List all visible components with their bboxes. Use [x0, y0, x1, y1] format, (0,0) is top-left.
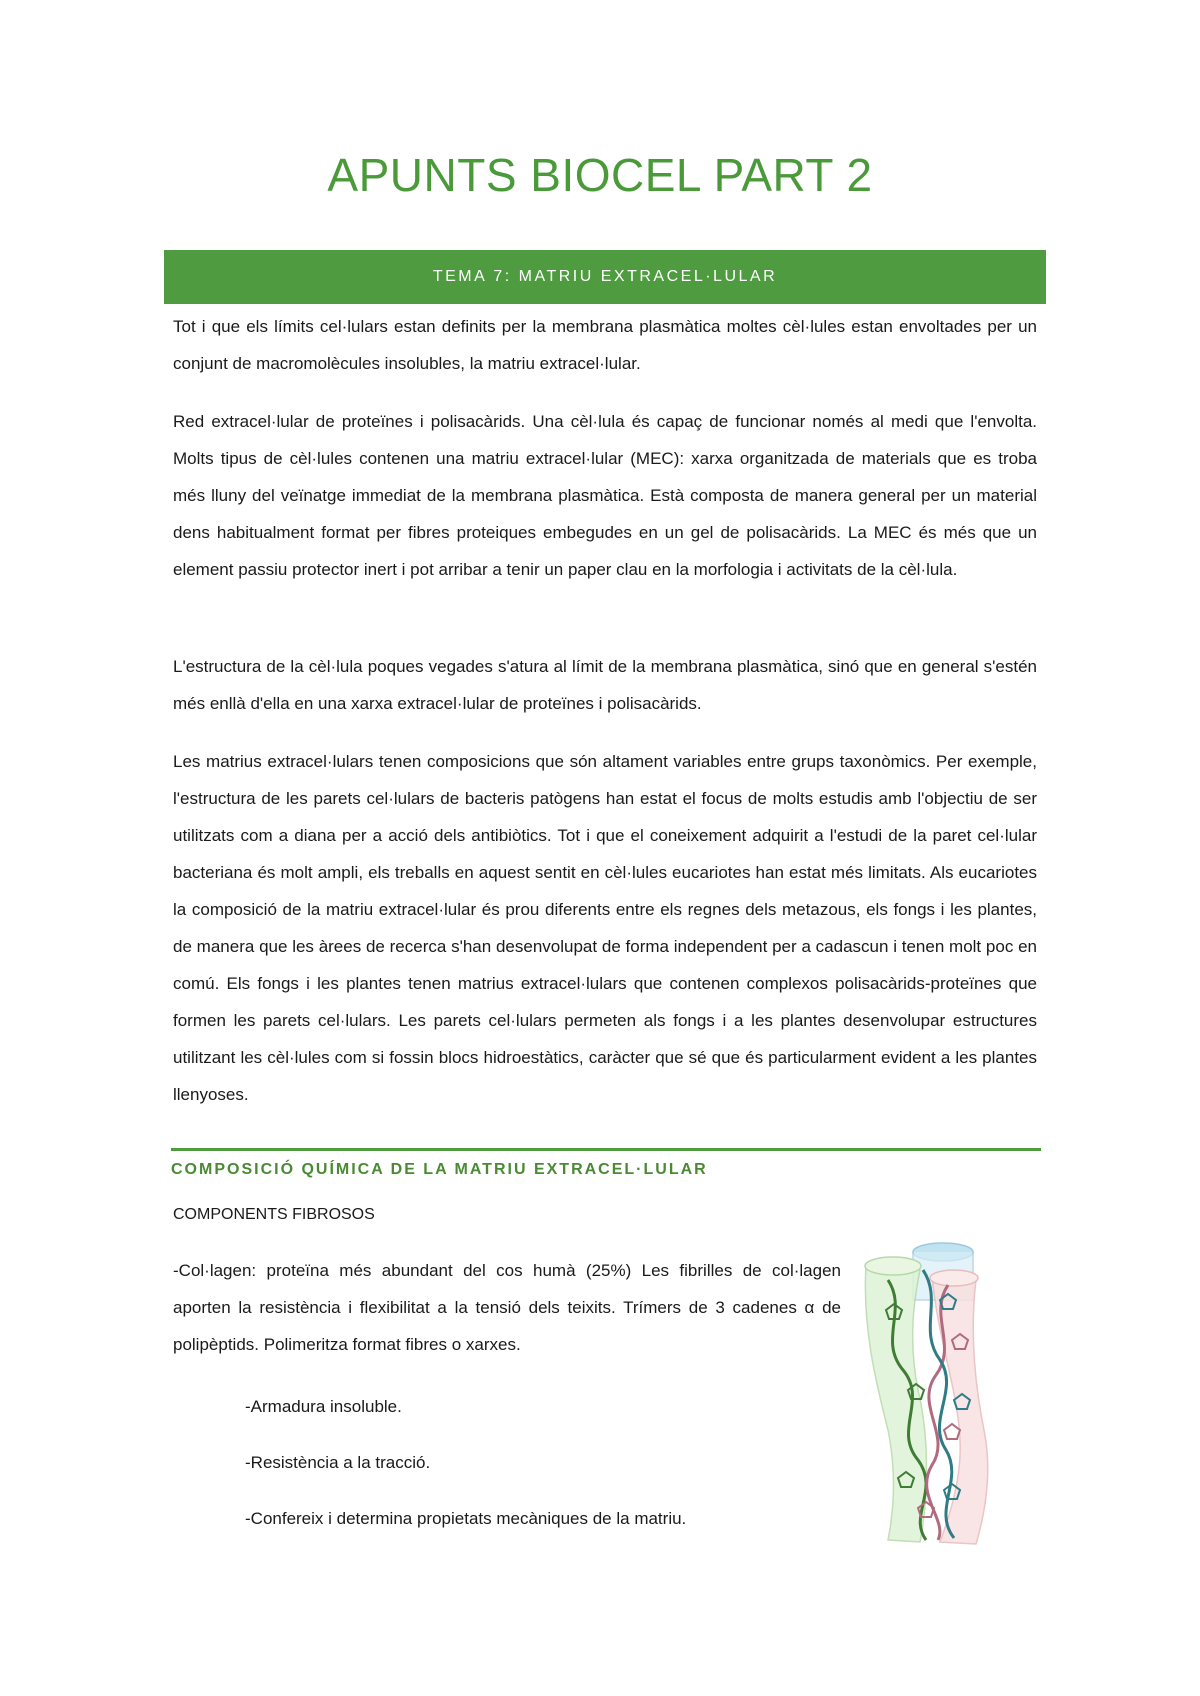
bullet-item: -Resistència a la tracció. — [245, 1453, 431, 1472]
subsection-heading: COMPONENTS FIBROSOS — [173, 1206, 375, 1223]
bullet-item: -Armadura insoluble. — [245, 1397, 402, 1416]
paragraph-text: Tot i que els límits cel·lulars estan definits per la membrana plasmàtica moltes cèl·lules estan envoltades per un conjunt de macromolècules insolubles, la matriu extracel·lular. — [173, 317, 1037, 373]
body-paragraph — [173, 403, 1037, 588]
page-title: APUNTS BIOCEL PART 2 — [327, 149, 873, 201]
body-paragraph — [173, 648, 1037, 722]
section-heading: COMPOSICIÓ QUÍMICA DE LA MATRIU EXTRACEL·LULAR — [171, 1148, 1041, 1179]
body-paragraph — [173, 308, 1037, 382]
paragraph-text: L'estructura de la cèl·lula poques vegades s'atura al límit de la membrana plasmàtica, sinó que en general s'estén més enllà d'ella en una xarxa extracel·lular de proteïnes i polisacàrids. — [173, 657, 1037, 713]
chapter-banner: TEMA 7: MATRIU EXTRACEL·LULAR — [164, 250, 1046, 304]
body-paragraph — [173, 743, 1037, 1113]
collagen-paragraph: -Col·lagen: proteïna més abundant del cos humà (25%) Les fibrilles de col·lagen aporten la resistència i flexibilitat a la tensió dels teixits. Trímers de 3 cadenes α de polipèptids. Polimeritza format fibres o xarxes. — [173, 1261, 841, 1354]
paragraph-text: Red extracel·lular de proteïnes i polisacàrids. Una cèl·lula és capaç de funcionar només al medi que l'envolta. Molts tipus de cèl·lules contenen una matriu extracel·lular (MEC): xarxa organitzada de materials que es troba més lluny del veïnatge immediat de la membrana plasmàtica. Està composta de manera general per un material dens habitualment format per fibres proteiques embegudes en un gel de polisacàrids. La MEC és més que un element passiu protector inert i pot arribar a tenir un paper clau en la morfologia i activitats de la cèl·lula. — [173, 412, 1037, 579]
bullet-item: -Confereix i determina propietats mecàniques de la matriu. — [245, 1509, 687, 1528]
paragraph-text: Les matrius extracel·lulars tenen composicions que són altament variables entre grups taxonòmics. Per exemple, l'estructura de les parets cel·lulars de bacteris patògens han estat el focus de molts estudis amb l'objectiu de ser utilitzats com a diana per a acció dels antibiòtics. Tot i que el coneixement adquirit a l'estudi de la paret cel·lular bacteriana és molt ampli, els treballs en aquest sentit en cèl·lules eucariotes han estat més limitats. Als eucariotes la composició de la matriu extracel·lular és prou diferents entre els regnes dels metazous, els fongs i les plantes, de manera que les àrees de recerca s'han desenvolupat de forma independent per a cadascun i tenen molt poc en comú. Els fongs i les plantes tenen matrius extracel·lulars que contenen complexos polisacàrids-proteïnes que formen les parets cel·lulars. Les parets cel·lulars permeten als fongs i a les plantes desenvolupar estructures utilitzant les cèl·lules com si fossin blocs hidroestàtics, caràcter que sé que és particularment evident a les plantes llenyoses. — [173, 752, 1037, 1104]
collagen-triple-helix-icon — [848, 1240, 1018, 1550]
